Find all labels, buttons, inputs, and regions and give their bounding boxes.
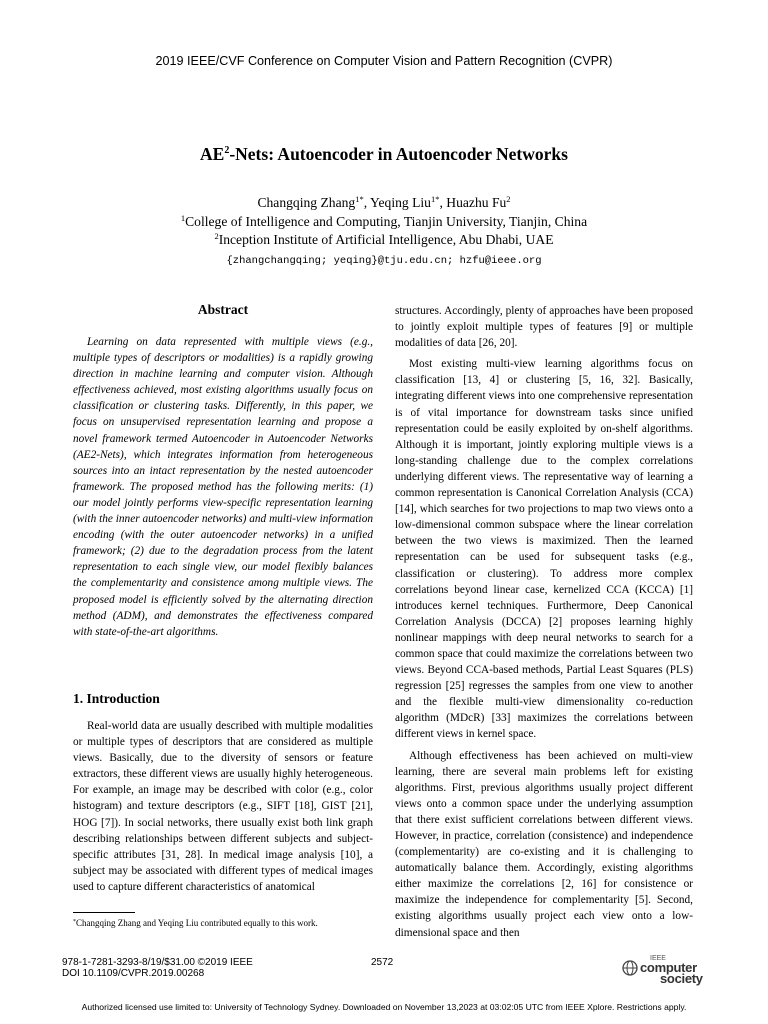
right-column: [395, 303, 693, 941]
publication-info: [62, 957, 253, 979]
conference-header: 2019 IEEE/CVF Conference on Computer Vision and Pattern Recognition (CVPR): [155, 54, 613, 68]
paper-title: [0, 144, 768, 165]
author-emails: {zhangchangqing; yeqing}@tju.edu.cn; hzfu@ieee.org: [226, 255, 542, 267]
logo-word-society: society: [660, 971, 703, 986]
author-mark: 1*: [355, 194, 364, 204]
affiliation-text: College of Intelligence and Computing, Tianjin University, Tianjin, China: [185, 214, 588, 229]
abstract-paragraph: Learning on data represented with multiple views (e.g., multiple types of descriptors or modalities) is a rapidly growing direction in machine learning and computer vision. Although effectiveness achieved, most existing algorithms usually focus on classification or clustering tasks. Differently, in this paper, we focus on unsupervised representation learning and propose a novel framework termed Autoencoder in Autoencoder Networks (AE2-Nets), which integrates information from heterogeneous sources into an intact representation by the nested autoencoder framework. The proposed method has the following merits: (1) our model jointly performs view-specific representation learning (with the inner autoencoder networks) and multi-view information encoding (with the outer autoencoder networks) in a unified framework; (2) due to the degradation process from the latent representation to each single view, our model flexibly balances the complementarity and consistence among multiple views. The proposed model is efficiently solved by the alternating direction method (ADM), and demonstrates the effectiveness compared with state-of-the-art algorithms.: [73, 336, 373, 638]
abstract-body: [73, 334, 373, 640]
affiliation-1: [0, 213, 768, 231]
affiliation-mark: 2: [214, 231, 219, 241]
right-paragraph: Although effectiveness has been achieved on multi-view learning, there are several main problems left for existing algorithms. First, previous algorithms usually project different views onto a common space under the underlying assumption that there exist sufficient correlations between different views. However, in practice, correlation (consistence) and independence (complementarity) are co-existing and it is challenging to automatically balance them. Accordingly, existing algorithms either maximize the correlations [2, 16] for consistence or maximize the independence for complementarity [5]. Second, existing algorithms usually project each view onto a low-dimensional space and then: [395, 749, 693, 939]
affiliation-mark: 1: [180, 213, 186, 223]
author-mark: 1*: [430, 194, 440, 204]
introduction-body: [73, 718, 373, 895]
title-rest: -Nets: Autoencoder in Autoencoder Networks: [229, 144, 568, 164]
affiliation-text: Inception Institute of Artificial Intelligence, Abu Dhabi, UAE: [218, 232, 554, 247]
globe-icon: [622, 960, 638, 976]
author-list: Changqing Zhang$^{1*}$, Yeqing Liu$^{1*}$, Huazhu Fu$^2$: [257, 194, 511, 210]
introduction-heading: 1. Introduction: [73, 691, 160, 706]
introduction-paragraph: Real-world data are usually described with multiple modalities or multiple types of descriptors that are considered as multiple views. Basically, due to the diversity of sensors or feature extractors, these different views are usually highly heterogeneous. For example, an image may be described with color (e.g., color histogram) and texture descriptors (e.g., SIFT [18], GIST [21], HOG [7]). In social networks, there usually exist both link graph describing relationships between different subjects and subject-specific attributes [31, 28]. In medical image analysis [10], a subject may be associated with different types of medical images used to capture different characteristics of anatomical: [73, 720, 373, 893]
footnote: [73, 917, 373, 929]
isbn-line: 978-1-7281-3293-8/19/$31.00 ©2019 IEEE: [62, 957, 253, 968]
right-paragraph-continued: structures. Accordingly, plenty of approaches have been proposed to jointly exploit multiple types of features [9] or multiple modalities of data [26, 20].: [395, 305, 693, 350]
author-name: Huazhu Fu: [446, 195, 507, 210]
logo-word-computer: computer: [640, 960, 697, 975]
page-number: 2572: [371, 957, 394, 968]
author-name: Yeqing Liu: [370, 195, 431, 210]
author-mark: 2: [506, 194, 511, 204]
footnote-mark: *: [73, 919, 76, 925]
footnote-text: Changqing Zhang and Yeqing Liu contributed equally to this work.: [76, 918, 318, 928]
right-paragraph: Most existing multi-view learning algorithms focus on classification [13, 4] or clustering [5, 16, 32]. Basically, integrating different views into one comprehensive representation is of vital importance for downstream tasks since unified representation could be easily exploited by on-shelf algorithms. Although it is important, jointly exploring multiple views is a long-standing challenge due to the complex correlations underlying different views. The representative way of learning a common representation is Canonical Correlation Analysis (CCA) [14], which searches for two projections to map two views onto a low-dimensional common subspace where the linear correlation between the two views is maximized. Then the learned representation can be used for subsequent tasks (e.g., classification or clustering). To address more complex correlations beyond linear case, kernelized CCA (KCCA) [1] introduces kernel techniques. Furthermore, Deep Canonical Correlation Analysis (DCCA) [2] proposes learning highly nonlinear mappings with deep neural networks to search for a common space that could maximize the correlations between two views. Beyond CCA-based methods, Partial Least Squares (PLS) regression [25] regresses the samples from one view to another and the flexible multi-view dimensionality co-reduction algorithm (MDcR) [33] maximizes the correlations between different views in kernel space.: [395, 358, 693, 741]
doi-line: DOI 10.1109/CVPR.2019.00268: [62, 968, 205, 979]
affiliation-2: [0, 231, 768, 249]
title-prefix: AE: [200, 144, 225, 164]
title-superscript: 2: [224, 145, 230, 156]
footnote-rule: [73, 912, 135, 913]
abstract-heading: Abstract: [197, 302, 249, 317]
computer-society-logo: [622, 955, 712, 991]
license-notice: Authorized licensed use limited to: University of Technology Sydney. Downloaded on November 13,2023 at 03:02:05 UTC from IEEE Xplore. Restrictions apply.: [81, 1002, 687, 1012]
logo-ieee-text: IEEE: [650, 955, 666, 962]
author-name: Changqing Zhang: [257, 195, 356, 210]
